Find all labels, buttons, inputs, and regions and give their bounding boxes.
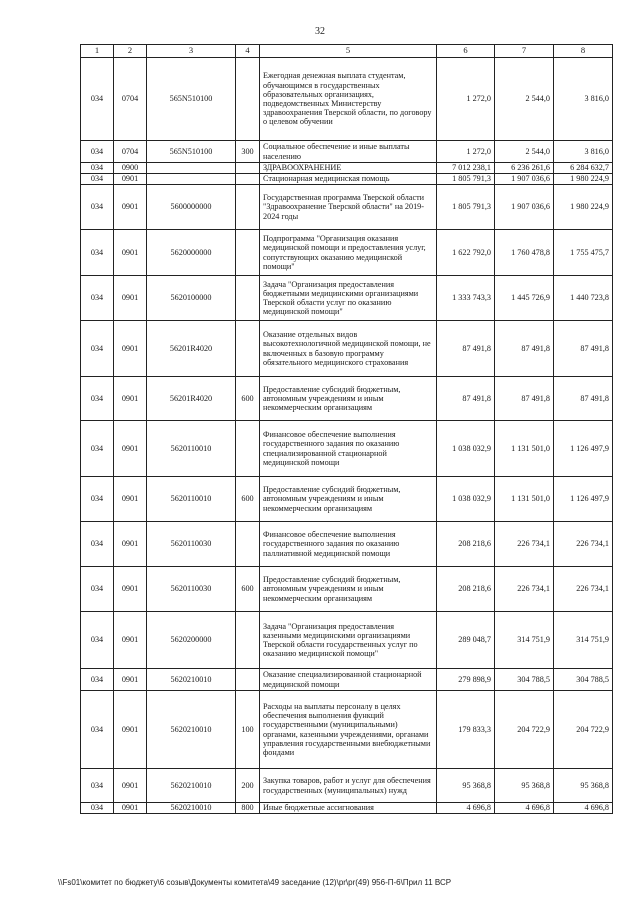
budget-table bbox=[80, 44, 613, 814]
table-cell-c1: 034 bbox=[81, 174, 114, 185]
table-cell-c1: 034 bbox=[81, 803, 114, 814]
table-cell-desc: Подпрограмма "Организация оказания медицинской помощи и предоставления услуг, сопутствующих оказанию медицинской помощи" bbox=[260, 230, 437, 276]
table-row bbox=[81, 163, 613, 174]
table-cell-v6: 1 272,0 bbox=[437, 141, 495, 163]
table-cell-c1: 034 bbox=[81, 421, 114, 477]
header-cell: 6 bbox=[437, 45, 495, 58]
table-cell-c1: 034 bbox=[81, 141, 114, 163]
table-row bbox=[81, 174, 613, 185]
table-cell-c4 bbox=[236, 612, 260, 669]
table-cell-c1: 034 bbox=[81, 477, 114, 522]
table-cell-c2: 0901 bbox=[114, 567, 147, 612]
table-cell-c3: 5620110010 bbox=[147, 421, 236, 477]
table-cell-c4 bbox=[236, 669, 260, 691]
table-cell-c4 bbox=[236, 522, 260, 567]
table-cell-c2: 0901 bbox=[114, 769, 147, 803]
table-cell-c3: 56201R4020 bbox=[147, 321, 236, 377]
table-cell-v6: 1 038 032,9 bbox=[437, 421, 495, 477]
table-cell-c4: 600 bbox=[236, 567, 260, 612]
table-cell-v8: 204 722,9 bbox=[554, 691, 613, 769]
table-cell-c1: 034 bbox=[81, 669, 114, 691]
table-cell-v7: 314 751,9 bbox=[495, 612, 554, 669]
table-cell-c4 bbox=[236, 230, 260, 276]
table-cell-c2: 0901 bbox=[114, 691, 147, 769]
table-cell-c4: 100 bbox=[236, 691, 260, 769]
table-row bbox=[81, 321, 613, 377]
table-cell-v8: 95 368,8 bbox=[554, 769, 613, 803]
table-cell-c3: 5620110030 bbox=[147, 522, 236, 567]
table-cell-desc: Предоставление субсидий бюджетным, автономным учреждениям и иным некоммерческим организациям bbox=[260, 377, 437, 421]
table-cell-c2: 0901 bbox=[114, 803, 147, 814]
table-cell-c1: 034 bbox=[81, 58, 114, 141]
table-cell-v6: 208 218,6 bbox=[437, 522, 495, 567]
table-cell-c1: 034 bbox=[81, 522, 114, 567]
table-cell-c4: 300 bbox=[236, 141, 260, 163]
table-cell-c2: 0704 bbox=[114, 58, 147, 141]
table-cell-c2: 0901 bbox=[114, 612, 147, 669]
table-cell-c2: 0901 bbox=[114, 669, 147, 691]
table-cell-v7: 1 760 478,8 bbox=[495, 230, 554, 276]
table-row bbox=[81, 141, 613, 163]
table-row bbox=[81, 669, 613, 691]
table-cell-v7: 1 907 036,6 bbox=[495, 174, 554, 185]
table-cell-desc: Финансовое обеспечение выполнения государственного задания по оказанию специализированной стационарной медицинской помощи bbox=[260, 421, 437, 477]
table-cell-v6: 7 012 238,1 bbox=[437, 163, 495, 174]
table-cell-c1: 034 bbox=[81, 321, 114, 377]
table-cell-c2: 0900 bbox=[114, 163, 147, 174]
header-cell: 4 bbox=[236, 45, 260, 58]
table-row bbox=[81, 477, 613, 522]
table-cell-c2: 0901 bbox=[114, 185, 147, 230]
table-cell-v6: 1 038 032,9 bbox=[437, 477, 495, 522]
table-cell-v7: 204 722,9 bbox=[495, 691, 554, 769]
table-cell-v8: 1 126 497,9 bbox=[554, 477, 613, 522]
table-cell-c1: 034 bbox=[81, 691, 114, 769]
table-cell-v7: 1 445 726,9 bbox=[495, 276, 554, 321]
table-cell-c4: 600 bbox=[236, 477, 260, 522]
table-cell-v8: 87 491,8 bbox=[554, 321, 613, 377]
table-cell-v6: 95 368,8 bbox=[437, 769, 495, 803]
table-cell-c1: 034 bbox=[81, 230, 114, 276]
table-cell-c2: 0704 bbox=[114, 141, 147, 163]
table-cell-c4: 200 bbox=[236, 769, 260, 803]
table-cell-desc: Государственная программа Тверской области "Здравоохранение Тверской области" на 2019-2024 годы bbox=[260, 185, 437, 230]
table-cell-desc: ЗДРАВООХРАНЕНИЕ bbox=[260, 163, 437, 174]
table-cell-c3: 565N510100 bbox=[147, 58, 236, 141]
table-cell-v8: 6 284 632,7 bbox=[554, 163, 613, 174]
table-cell-c4 bbox=[236, 58, 260, 141]
table-row bbox=[81, 377, 613, 421]
table-cell-desc: Оказание специализированной стационарной медицинской помощи bbox=[260, 669, 437, 691]
table-cell-v6: 1 622 792,0 bbox=[437, 230, 495, 276]
table-cell-desc: Закупка товаров, работ и услуг для обеспечения государственных (муниципальных) нужд bbox=[260, 769, 437, 803]
header-cell: 3 bbox=[147, 45, 236, 58]
table-cell-desc: Расходы на выплаты персоналу в целях обеспечения выполнения функций государственными (муниципальными) органами, казенными учреждениями, органами управления государственными внебюджетными фондами bbox=[260, 691, 437, 769]
table-cell-v6: 179 833,3 bbox=[437, 691, 495, 769]
table-cell-c1: 034 bbox=[81, 769, 114, 803]
table-cell-c3: 5620210010 bbox=[147, 769, 236, 803]
table-cell-desc: Предоставление субсидий бюджетным, автономным учреждениям и иным некоммерческим организациям bbox=[260, 567, 437, 612]
table-row bbox=[81, 230, 613, 276]
table-cell-c3: 56201R4020 bbox=[147, 377, 236, 421]
table-cell-c2: 0901 bbox=[114, 477, 147, 522]
table-cell-v7: 1 131 501,0 bbox=[495, 477, 554, 522]
table-cell-v6: 87 491,8 bbox=[437, 377, 495, 421]
table-cell-v8: 1 980 224,9 bbox=[554, 174, 613, 185]
table-cell-v7: 87 491,8 bbox=[495, 377, 554, 421]
table-cell-v8: 1 126 497,9 bbox=[554, 421, 613, 477]
table-cell-c4 bbox=[236, 163, 260, 174]
table-cell-v7: 304 788,5 bbox=[495, 669, 554, 691]
table-cell-c4 bbox=[236, 321, 260, 377]
table-cell-c4 bbox=[236, 276, 260, 321]
table-cell-c2: 0901 bbox=[114, 522, 147, 567]
table-cell-c1: 034 bbox=[81, 163, 114, 174]
table-cell-c3: 5600000000 bbox=[147, 185, 236, 230]
table-cell-c2: 0901 bbox=[114, 230, 147, 276]
table-cell-v8: 3 816,0 bbox=[554, 141, 613, 163]
table-cell-v8: 304 788,5 bbox=[554, 669, 613, 691]
table-cell-v6: 1 805 791,3 bbox=[437, 174, 495, 185]
table-cell-desc: Задача "Организация предоставления казенными медицинскими организациями Тверской области государственных услуг по оказанию медицинской помощи" bbox=[260, 612, 437, 669]
table-row bbox=[81, 769, 613, 803]
table-cell-c1: 034 bbox=[81, 276, 114, 321]
table-cell-c1: 034 bbox=[81, 185, 114, 230]
table-cell-v7: 6 236 261,6 bbox=[495, 163, 554, 174]
table-cell-c3 bbox=[147, 174, 236, 185]
table-row bbox=[81, 522, 613, 567]
table-cell-desc: Стационарная медицинская помощь bbox=[260, 174, 437, 185]
table-cell-desc: Иные бюджетные ассигнования bbox=[260, 803, 437, 814]
table-cell-c1: 034 bbox=[81, 612, 114, 669]
table-cell-c3 bbox=[147, 163, 236, 174]
table-cell-v7: 2 544,0 bbox=[495, 58, 554, 141]
table-cell-c3: 5620210010 bbox=[147, 691, 236, 769]
table-row bbox=[81, 612, 613, 669]
table-cell-c3: 565N510100 bbox=[147, 141, 236, 163]
table-cell-v7: 87 491,8 bbox=[495, 321, 554, 377]
table-cell-v8: 1 980 224,9 bbox=[554, 185, 613, 230]
table-cell-v7: 4 696,8 bbox=[495, 803, 554, 814]
table-cell-desc: Предоставление субсидий бюджетным, автономным учреждениям и иным некоммерческим организациям bbox=[260, 477, 437, 522]
header-cell: 5 bbox=[260, 45, 437, 58]
table-cell-v8: 87 491,8 bbox=[554, 377, 613, 421]
table-cell-desc: Ежегодная денежная выплата студентам, обучающимся в государственных образовательных организациях, подведомственных Министерству здравоохранения Тверской области, по договору о целевом обучении bbox=[260, 58, 437, 141]
header-cell: 1 bbox=[81, 45, 114, 58]
table-cell-c2: 0901 bbox=[114, 174, 147, 185]
table-row bbox=[81, 691, 613, 769]
table-row bbox=[81, 58, 613, 141]
table-cell-c3: 5620000000 bbox=[147, 230, 236, 276]
page-number: 32 bbox=[315, 26, 325, 37]
table-cell-v7: 1 131 501,0 bbox=[495, 421, 554, 477]
footer-file-path: \\Fs01\комитет по бюджету\6 созыв\Документы комитета\49 заседание (12)\pr\pr(49) 956-П-6\Прил 11 ВСР bbox=[58, 878, 452, 887]
table-cell-desc: Социальное обеспечение и иные выплаты населению bbox=[260, 141, 437, 163]
table-cell-c3: 5620200000 bbox=[147, 612, 236, 669]
table-row bbox=[81, 185, 613, 230]
table-cell-c3: 5620210010 bbox=[147, 803, 236, 814]
table-cell-c3: 5620110010 bbox=[147, 477, 236, 522]
table-cell-v7: 226 734,1 bbox=[495, 567, 554, 612]
table-cell-v8: 1 755 475,7 bbox=[554, 230, 613, 276]
table-cell-c4: 800 bbox=[236, 803, 260, 814]
table-cell-c1: 034 bbox=[81, 377, 114, 421]
table-cell-v7: 95 368,8 bbox=[495, 769, 554, 803]
table-cell-v7: 226 734,1 bbox=[495, 522, 554, 567]
table-cell-v6: 279 898,9 bbox=[437, 669, 495, 691]
table-cell-v8: 4 696,8 bbox=[554, 803, 613, 814]
table-cell-v6: 208 218,6 bbox=[437, 567, 495, 612]
table-cell-v7: 1 907 036,6 bbox=[495, 185, 554, 230]
table-cell-c3: 5620100000 bbox=[147, 276, 236, 321]
table-cell-v8: 226 734,1 bbox=[554, 522, 613, 567]
table-row bbox=[81, 421, 613, 477]
table-cell-v6: 1 333 743,3 bbox=[437, 276, 495, 321]
table-cell-v6: 4 696,8 bbox=[437, 803, 495, 814]
table-cell-v6: 87 491,8 bbox=[437, 321, 495, 377]
table-cell-c2: 0901 bbox=[114, 276, 147, 321]
table-cell-c2: 0901 bbox=[114, 421, 147, 477]
table-cell-c4 bbox=[236, 174, 260, 185]
table-cell-v7: 2 544,0 bbox=[495, 141, 554, 163]
table-cell-c2: 0901 bbox=[114, 377, 147, 421]
table-cell-v6: 289 048,7 bbox=[437, 612, 495, 669]
table-cell-desc: Финансовое обеспечение выполнения государственного задания по оказанию паллиативной медицинской помощи bbox=[260, 522, 437, 567]
table-cell-v8: 1 440 723,8 bbox=[554, 276, 613, 321]
table-cell-c3: 5620110030 bbox=[147, 567, 236, 612]
table-cell-v6: 1 272,0 bbox=[437, 58, 495, 141]
table-cell-c4 bbox=[236, 185, 260, 230]
table-cell-v8: 3 816,0 bbox=[554, 58, 613, 141]
table-row bbox=[81, 276, 613, 321]
header-cell: 2 bbox=[114, 45, 147, 58]
table-row bbox=[81, 803, 613, 814]
table-cell-desc: Оказание отдельных видов высокотехнологичной медицинской помощи, не включенных в базовую программу обязательного медицинского страхования bbox=[260, 321, 437, 377]
table-cell-v6: 1 805 791,3 bbox=[437, 185, 495, 230]
table-cell-c4 bbox=[236, 421, 260, 477]
table-cell-c2: 0901 bbox=[114, 321, 147, 377]
header-cell: 7 bbox=[495, 45, 554, 58]
table-cell-c1: 034 bbox=[81, 567, 114, 612]
table-cell-v8: 314 751,9 bbox=[554, 612, 613, 669]
table-row bbox=[81, 567, 613, 612]
table-cell-v8: 226 734,1 bbox=[554, 567, 613, 612]
table-cell-c3: 5620210010 bbox=[147, 669, 236, 691]
header-row bbox=[81, 45, 613, 58]
header-cell: 8 bbox=[554, 45, 613, 58]
table-cell-c4: 600 bbox=[236, 377, 260, 421]
table-cell-desc: Задача "Организация предоставления бюджетными медицинскими организациями Тверской области услуг по оказанию медицинской помощи" bbox=[260, 276, 437, 321]
